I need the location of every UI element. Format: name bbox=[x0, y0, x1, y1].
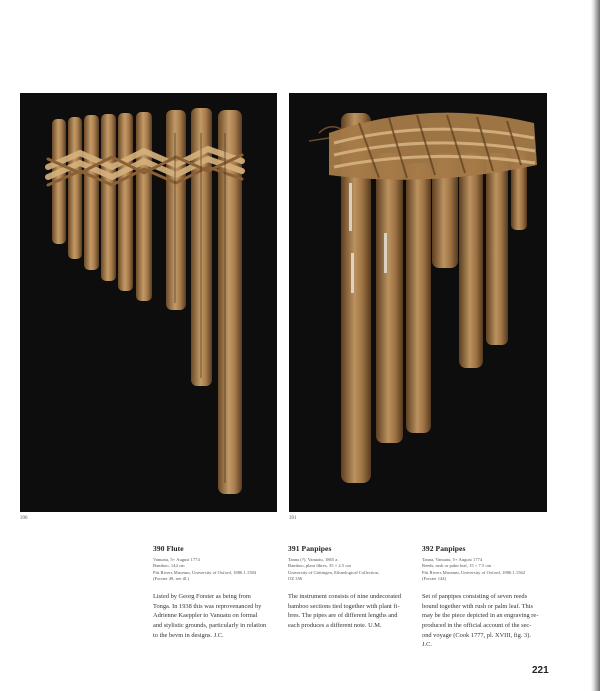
body-line: Listed by Georg Forster as being from bbox=[153, 593, 251, 601]
panpipes-image bbox=[289, 93, 547, 512]
body-line: Adrienne Kaeppler to Vanuatu on formal bbox=[153, 612, 258, 620]
entry-meta bbox=[153, 557, 281, 582]
body-line: bres. The pipes are of different lengths and bbox=[288, 612, 398, 620]
meta-line: Pitt Rivers Museum, University of Oxford, 1886.1.1562 bbox=[422, 569, 526, 575]
entry-body bbox=[153, 592, 281, 640]
body-line: J.C. bbox=[422, 641, 432, 649]
meta-line: (Forster 49, see ill.) bbox=[153, 575, 190, 581]
plate-number-right: 391 bbox=[289, 516, 297, 521]
flute-image bbox=[20, 93, 277, 512]
meta-line: Bamboo, plant fibres, 35 × 2.5 cm bbox=[288, 563, 351, 569]
body-line: and stylistic grounds, particularly in relation bbox=[153, 621, 267, 629]
entry-meta bbox=[422, 557, 550, 582]
body-line: bamboo sections tied together with plant fi- bbox=[288, 602, 400, 610]
entry-title: 390 Flute bbox=[153, 544, 184, 553]
meta-line: OZ 356 bbox=[288, 575, 303, 581]
body-line: produced in the official account of the sec- bbox=[422, 621, 532, 629]
entry-meta bbox=[288, 557, 416, 582]
page-number: 221 bbox=[532, 665, 549, 676]
body-line: The instrument consists of nine undecorated bbox=[288, 593, 402, 601]
body-line: ond voyage (Cook 1777, pl. XVIII, fig. 3). bbox=[422, 631, 531, 639]
meta-line: (Forster 144) bbox=[422, 575, 447, 581]
plate-391-photo bbox=[289, 93, 547, 512]
meta-line: Tanna (?), Vanuatu, 1865 a. bbox=[288, 557, 339, 562]
catalogue-entry-392 bbox=[422, 544, 550, 650]
entry-body bbox=[422, 592, 550, 650]
meta-line: University of Göttingen, Ethnological Collection, bbox=[288, 569, 380, 575]
catalogue-entry-391 bbox=[288, 544, 416, 631]
body-line: may be the piece depicted in an engraving re- bbox=[422, 612, 539, 620]
meta-line: Tanna, Vanuatu, 5+ August 1774 bbox=[422, 557, 483, 562]
body-line: to the bevm in designs. J.C. bbox=[153, 631, 224, 639]
meta-line: Vanuatu, 5+ August 1774 bbox=[153, 557, 200, 562]
entry-body bbox=[288, 592, 416, 630]
entry-title: 391 Panpipes bbox=[288, 544, 332, 553]
body-line: Set of panpipes consisting of seven reeds bbox=[422, 593, 528, 601]
plate-390-photo bbox=[20, 93, 277, 512]
meta-line: Reeds, rush or palm leaf, 15 × 7.5 cm bbox=[422, 563, 492, 569]
meta-line: Pitt Rivers Museum, University of Oxford, 1886.1.1584 bbox=[153, 569, 257, 575]
page-edge bbox=[591, 0, 600, 691]
body-line: each produces a different note. U.M. bbox=[288, 621, 382, 629]
plate-number-left: 390 bbox=[20, 516, 28, 521]
meta-line: Bamboo, 144 cm bbox=[153, 563, 185, 569]
catalogue-entry-390 bbox=[153, 544, 281, 640]
body-line: Tonga. In 1938 this was reprovenanced by bbox=[153, 602, 262, 610]
body-line: bound together with rush or palm leaf. This bbox=[422, 602, 533, 610]
entry-title: 392 Panpipes bbox=[422, 544, 466, 553]
